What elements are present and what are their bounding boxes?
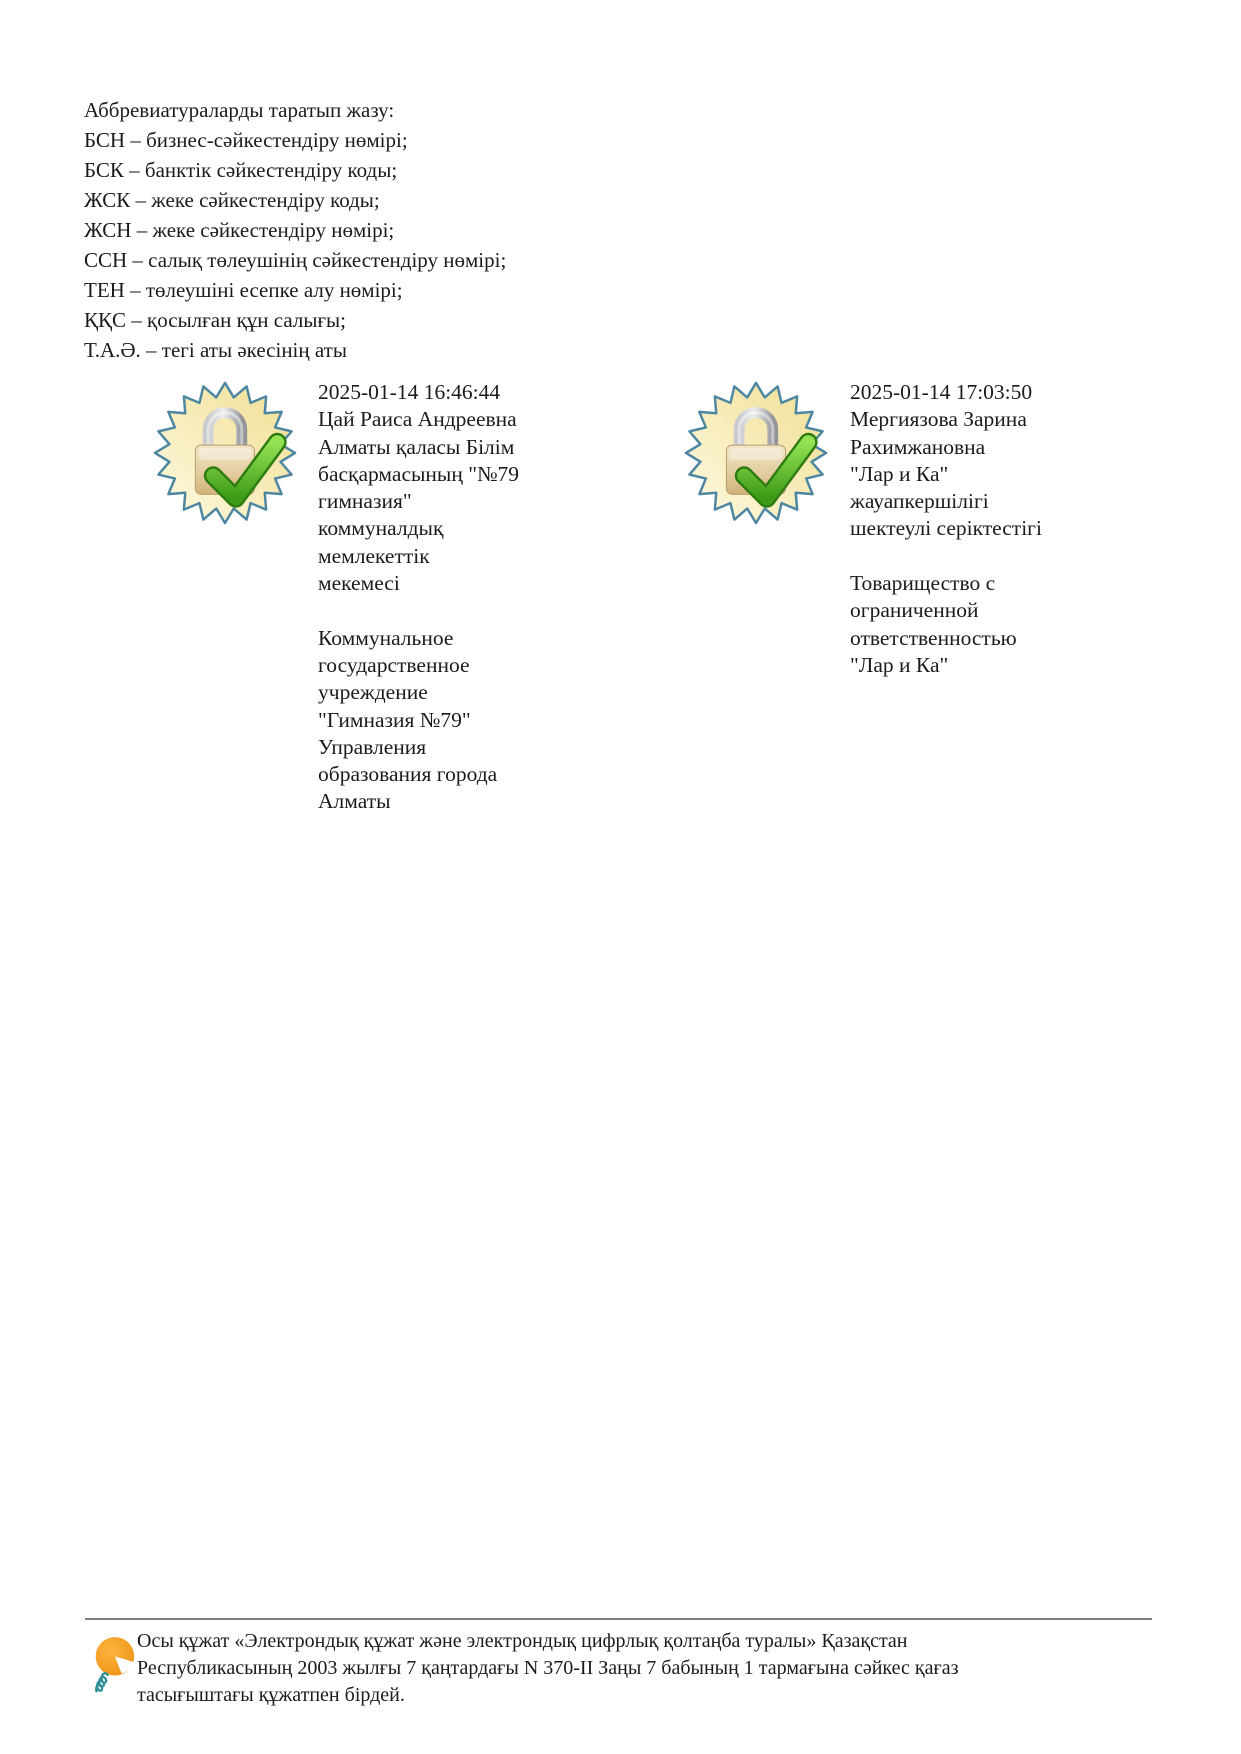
organization-ru xyxy=(850,570,1100,679)
abbreviation-line: ҚҚС – қосылған құн салығы; xyxy=(84,308,346,332)
signature-timestamp: 2025-01-14 16:46:44 xyxy=(318,380,501,404)
abbreviation-line: БСН – бизнес-сәйкестендіру нөмірі; xyxy=(84,128,408,152)
signature-seal-icon xyxy=(683,376,829,528)
organization-kk-line: гимназия" xyxy=(318,489,412,514)
footer-legal-text: Осы құжат «Электрондық құжат және электрондық цифрлық қолтаңба туралы» Қазақстан Республикасының 2003 жылғы 7 қаңтардағы N 370-II Заңы 7 бабының 1 тармағына сәйкес қағаз тасығыштағы құжатпен бірдей. xyxy=(137,1630,959,1706)
abbreviations-list xyxy=(84,95,506,365)
footer-logo-icon xyxy=(88,1635,138,1695)
organization-ru-line: образования города xyxy=(318,762,498,787)
signature-block-2 xyxy=(850,379,1100,679)
organization-kk-line: коммуналдық xyxy=(318,516,444,541)
organization-ru-line: ограниченной xyxy=(850,598,979,623)
signer-name xyxy=(850,406,1100,461)
organization-ru-line: ответственностью xyxy=(850,625,1017,650)
abbreviation-line: Аббревиатураларды таратып жазу: xyxy=(84,98,395,122)
organization-kk-line: мемлекеттік xyxy=(318,543,430,568)
organization-kk-line: "Лар и Ка" xyxy=(850,461,949,486)
organization-kk-line: шектеулі серіктестігі xyxy=(850,516,1042,541)
organization-ru xyxy=(318,625,568,816)
organization-kk xyxy=(850,461,1100,543)
organization-ru-line: учреждение xyxy=(318,680,428,705)
footer-divider xyxy=(85,1618,1152,1620)
spacer xyxy=(850,543,1100,570)
abbreviation-line: ЖСН – жеке сәйкестендіру нөмірі; xyxy=(84,218,395,242)
abbreviation-line: ТЕН – төлеушіні есепке алу нөмірі; xyxy=(84,278,403,302)
abbreviation-line: ССН – салық төлеушінің сәйкестендіру нөмірі; xyxy=(84,248,507,272)
signer-name-line: Мергиязова Зарина xyxy=(850,407,1027,432)
abbreviation-line: Т.А.Ә. – тегі аты әкесінің аты xyxy=(84,338,347,362)
organization-kk xyxy=(318,434,568,598)
signer-name xyxy=(318,406,568,433)
abbreviation-line: ЖСК – жеке сәйкестендіру коды; xyxy=(84,188,380,212)
organization-ru-line: "Лар и Ка" xyxy=(850,652,949,677)
organization-kk-line: Алматы қаласы Білім xyxy=(318,434,515,459)
organization-kk-line: басқармасының "№79 xyxy=(318,461,520,486)
organization-ru-line: государственное xyxy=(318,652,470,677)
signer-name-line: Рахимжановна xyxy=(850,434,986,459)
organization-ru-line: Товарищество с xyxy=(850,571,996,596)
organization-ru-line: Коммунальное xyxy=(318,625,454,650)
signature-block-1 xyxy=(318,379,568,816)
signature-seal-icon xyxy=(152,376,298,528)
signer-name-line: Цай Раиса Андреевна xyxy=(318,407,517,432)
spacer xyxy=(318,597,568,624)
organization-ru-line: "Гимназия №79" xyxy=(318,707,471,732)
organization-kk-line: жауапкершілігі xyxy=(850,489,989,514)
logo-script-squiggle xyxy=(91,1672,113,1693)
signature-timestamp: 2025-01-14 17:03:50 xyxy=(850,380,1033,404)
abbreviation-line: БСК – банктік сәйкестендіру коды; xyxy=(84,158,398,182)
organization-ru-line: Алматы xyxy=(318,789,391,814)
organization-ru-line: Управления xyxy=(318,734,427,759)
organization-kk-line: мекемесі xyxy=(318,571,400,596)
